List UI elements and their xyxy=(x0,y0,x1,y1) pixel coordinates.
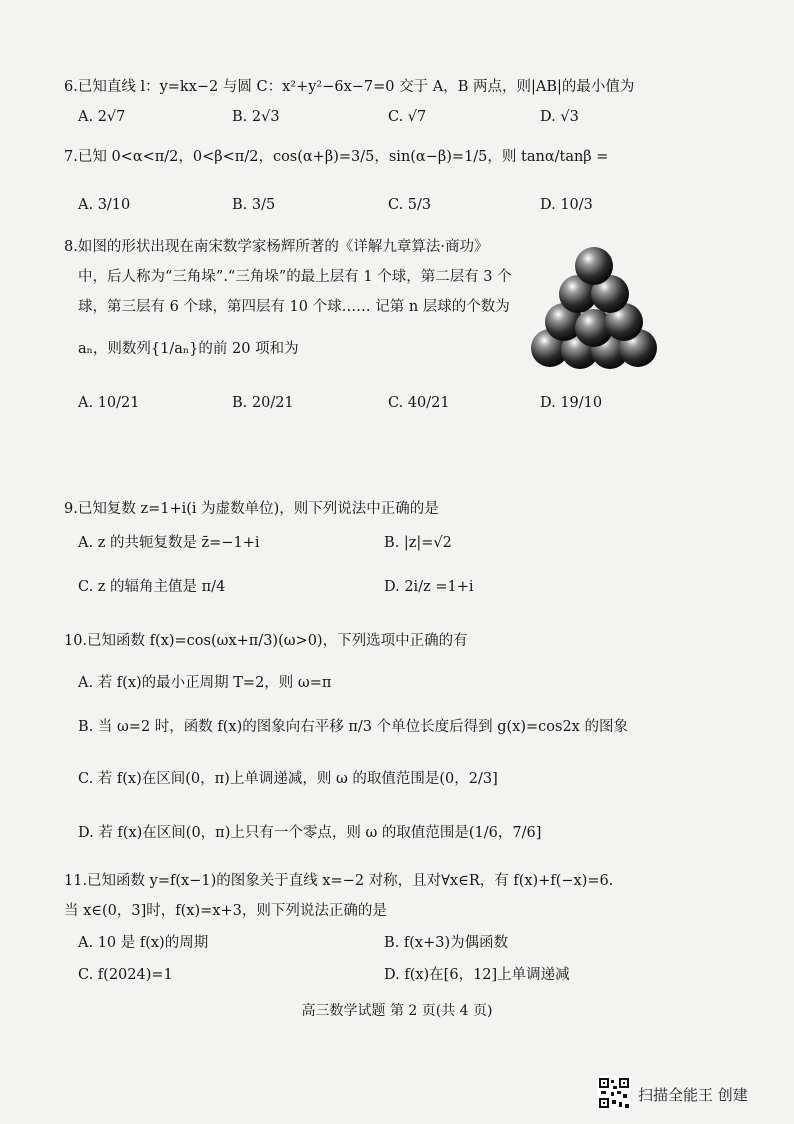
q9-option-a: A. z 的共轭复数是 z̄=−1+i xyxy=(78,535,260,551)
q6-option-a: A. 2√7 xyxy=(78,109,126,125)
q6-stem: 6.已知直线 l：y=kx−2 与圆 C：x²+y²−6x−7=0 交于 A，B 两点，则|AB|的最小值为 xyxy=(64,79,635,95)
ball xyxy=(575,247,613,285)
q7-stem: 7.已知 0<α<π/2，0<β<π/2，cos(α+β)=3/5，sin(α−β)=1/5，则 tanα/tanβ = xyxy=(64,149,609,165)
q8-option-a: A. 10/21 xyxy=(78,395,140,411)
q8-line-4: aₙ，则数列{1/aₙ}的前 20 项和为 xyxy=(78,341,299,357)
q11-option-c: C. f(2024)=1 xyxy=(78,967,173,983)
page-footer: 高三数学试题 第 2 页(共 4 页) xyxy=(301,1003,493,1019)
qr-code-icon xyxy=(597,1076,631,1110)
q9-option-d: D. 2i/z =1+i xyxy=(384,579,474,595)
q9-stem: 9.已知复数 z=1+i(i 为虚数单位)，则下列说法中正确的是 xyxy=(64,501,439,517)
q11-line-2: 当 x∈(0，3]时，f(x)=x+3，则下列说法正确的是 xyxy=(64,903,387,919)
q8-line-2: 中，后人称为“三角垛”.“三角垛”的最上层有 1 个球，第二层有 3 个 xyxy=(78,269,512,285)
q7-option-a: A. 3/10 xyxy=(78,197,131,213)
q11-option-d: D. f(x)在[6，12]上单调递减 xyxy=(384,967,570,983)
q11-option-a: A. 10 是 f(x)的周期 xyxy=(78,935,209,951)
q10-option-a: A. 若 f(x)的最小正周期 T=2，则 ω=π xyxy=(78,675,332,691)
triangular-pile-figure xyxy=(528,244,660,370)
q7-option-d: D. 10/3 xyxy=(540,197,593,213)
q6-option-c: C. √7 xyxy=(388,109,427,125)
q11-option-b: B. f(x+3)为偶函数 xyxy=(384,935,509,951)
q9-option-b: B. |z|=√2 xyxy=(384,535,452,551)
q8-option-c: C. 40/21 xyxy=(388,395,450,411)
bleed-through-text xyxy=(600,112,611,128)
q10-option-d: D. 若 f(x)在区间(0，π)上只有一个零点，则 ω 的取值范围是(1/6，7/6] xyxy=(78,825,542,841)
q10-option-c: C. 若 f(x)在区间(0，π)上单调递减，则 ω 的取值范围是(0，2/3] xyxy=(78,771,498,787)
scanner-watermark: 扫描全能王 创建 xyxy=(638,1086,748,1104)
q7-option-c: C. 5/3 xyxy=(388,197,432,213)
q11-line-1: 11.已知函数 y=f(x−1)的图象关于直线 x=−2 对称，且对∀x∈R，有 f(x)+f(−x)=6. xyxy=(64,873,614,889)
q8-option-b: B. 20/21 xyxy=(232,395,294,411)
q6-option-b: B. 2√3 xyxy=(232,109,280,125)
q8-option-d: D. 19/10 xyxy=(540,395,603,411)
q8-line-1: 8.如图的形状出现在南宋数学家杨辉所著的《详解九章算法·商功》 xyxy=(64,239,489,255)
q6-option-d: D. √3 xyxy=(540,109,579,125)
q10-stem: 10.已知函数 f(x)=cos(ωx+π/3)(ω>0)，下列选项中正确的有 xyxy=(64,633,468,649)
q10-option-b: B. 当 ω=2 时，函数 f(x)的图象向右平移 π/3 个单位长度后得到 g(x)=cos2x 的图象 xyxy=(78,719,628,735)
q8-line-3: 球，第三层有 6 个球，第四层有 10 个球…… 记第 n 层球的个数为 xyxy=(78,299,510,315)
q7-option-b: B. 3/5 xyxy=(232,197,276,213)
q9-option-c: C. z 的辐角主值是 π/4 xyxy=(78,579,226,595)
